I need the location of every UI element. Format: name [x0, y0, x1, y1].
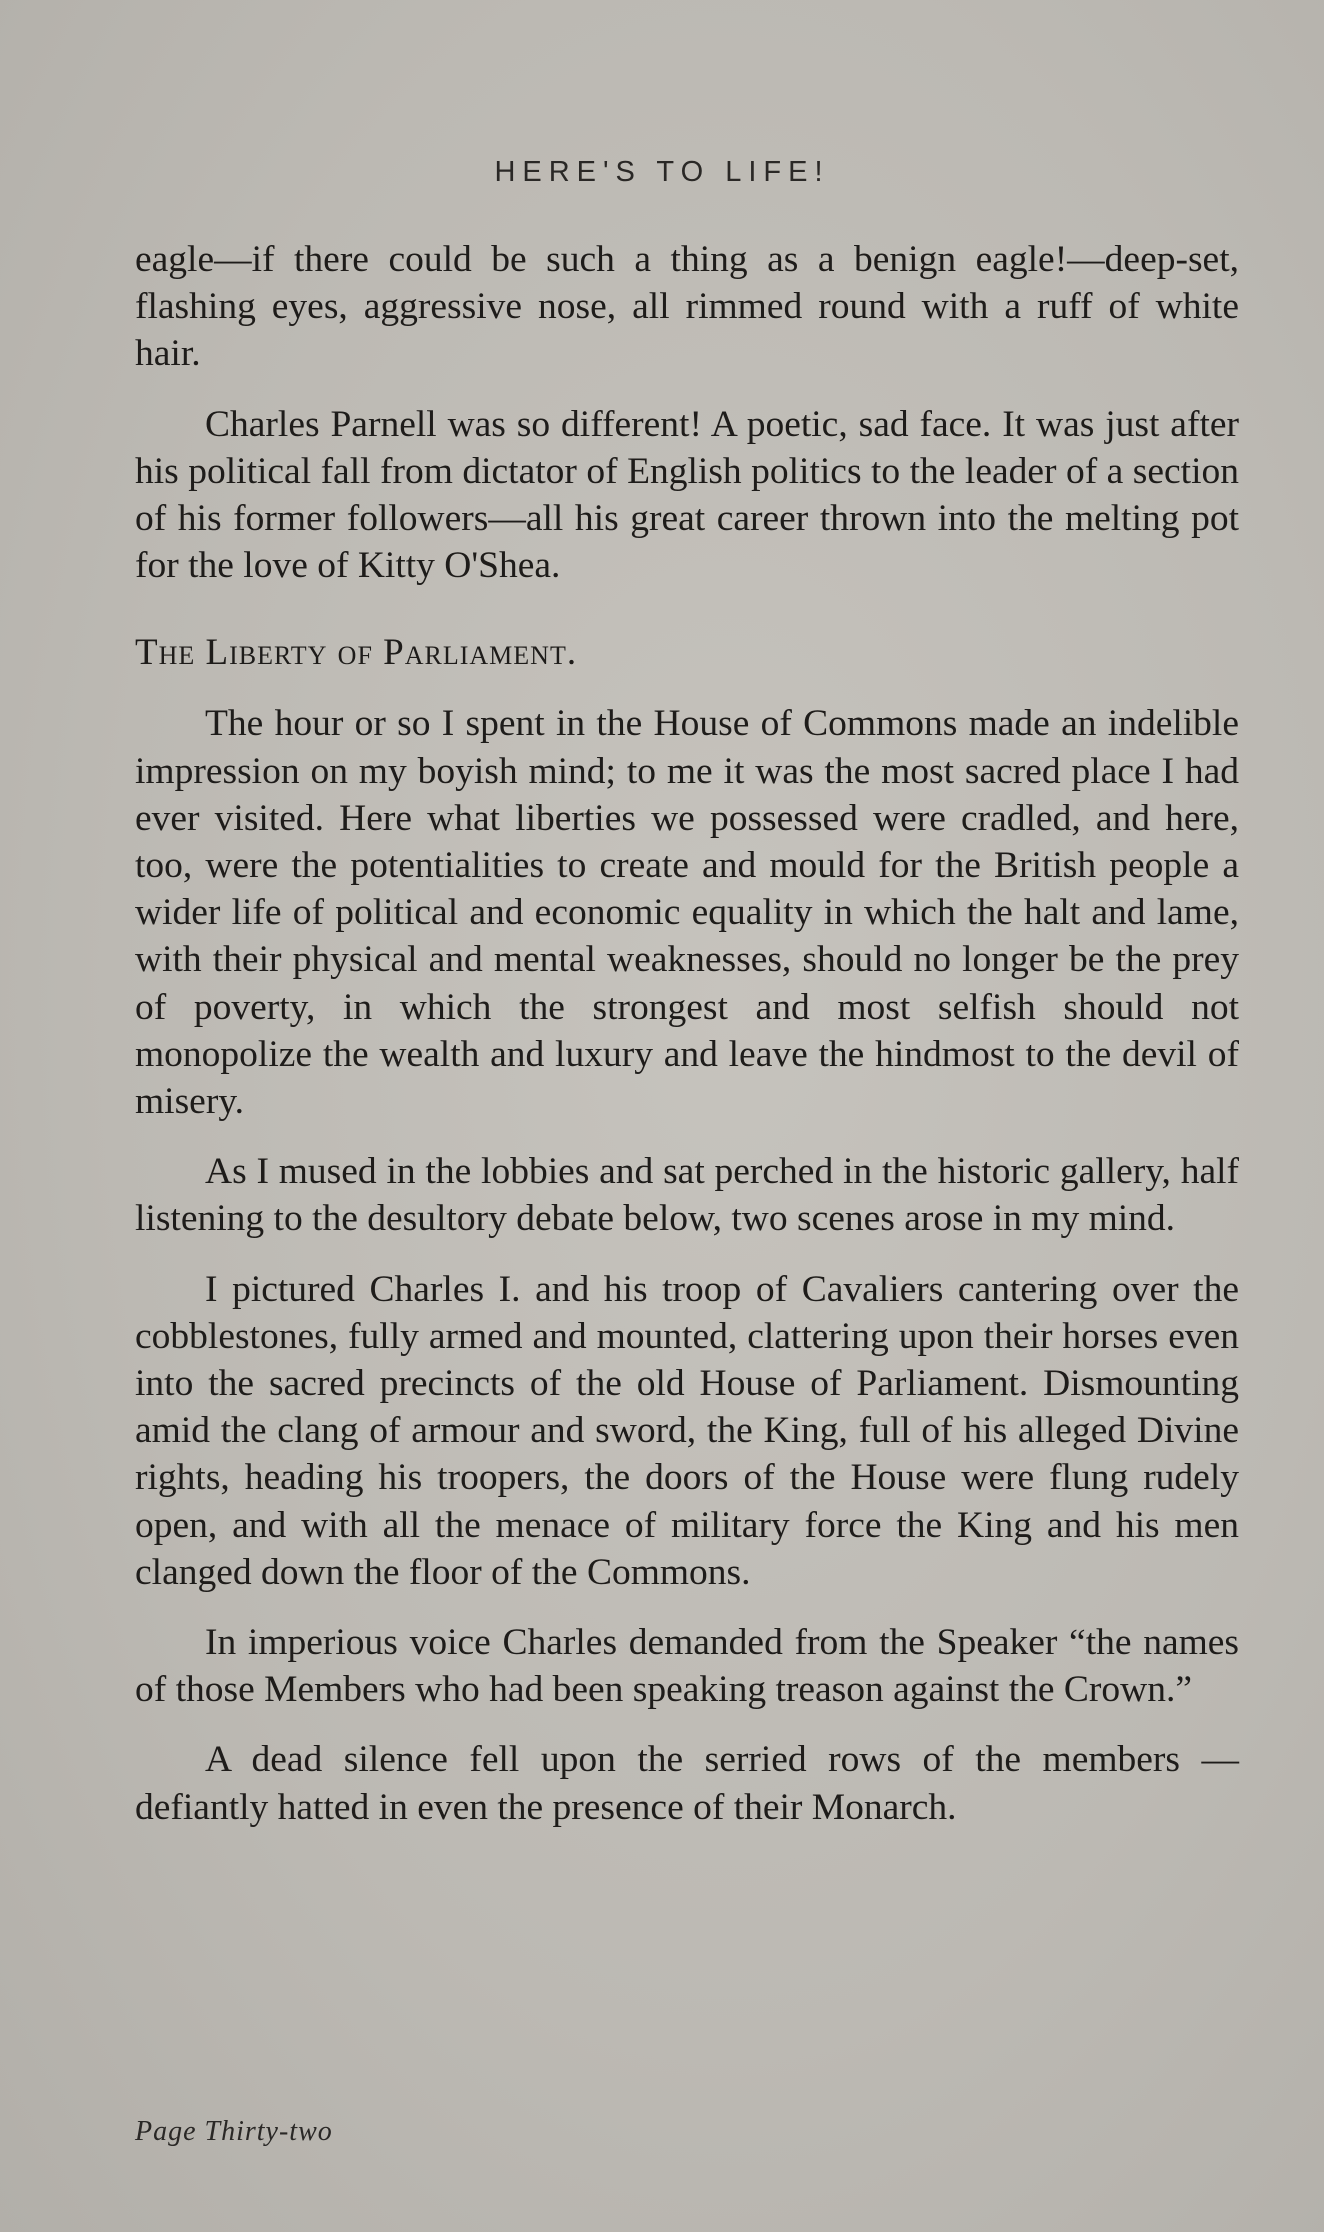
paragraph-house-of-commons: The hour or so I spent in the House of Commons made an indelible impression on my boyish mind; to me it was the most sacred place I had ever visited. Here what liberties we possessed were cradled, and here, too, were the potentialities to create and mould for the British people a wider life of political and economic equality in which the halt and lame, with their physical and mental weaknesses, should no longer be the prey of poverty, in which the strongest and most selfish should not monopolize the wealth and luxury and leave the hindmost to the devil of misery. [135, 703, 1239, 1123]
paragraph-charles-cavaliers: I pictured Charles I. and his troop of Cavaliers cantering over the cobblestones, fully armed and mounted, clattering upon their horses even into the sacred precincts of the old House of Parliament. Dismounting amid the clang of armour and sword, the King, full of his alleged Divine rights, heading his troopers, the doors of the House were flung rudely open, and with all the menace of military force the King and his men clanged down the floor of the Commons. [135, 1268, 1239, 1593]
paragraph-parnell: Charles Parnell was so different! A poetic, sad face. It was just after his political fall from dictator of English politics to the leader of a section of his former followers—all his great career thrown into the melting pot for the love of Kitty O'Shea. [135, 403, 1239, 587]
paragraph-lobbies: As I mused in the lobbies and sat perched in the historic gallery, half listening to the desultory debate below, two scenes arose in my mind. [135, 1151, 1239, 1240]
paragraph-speaker-demand: In imperious voice Charles demanded from the Speaker “the names of those Members who had been speaking treason against the Crown.” [135, 1622, 1239, 1711]
page-body [135, 236, 1239, 1854]
section-heading: The Liberty of Parliament. [135, 632, 578, 674]
paragraph-dead-silence: A dead silence fell upon the serried rows of the members —defiantly hatted in even the presence of their Monarch. [135, 1739, 1239, 1828]
paragraph-eagle: eagle—if there could be such a thing as a benign eagle!—deep-set, flashing eyes, aggressive nose, all rimmed round with a ruff of white hair. [135, 239, 1239, 375]
running-head-title: HERE'S TO LIFE! [494, 156, 830, 188]
page-number: Page Thirty-two [135, 2116, 333, 2147]
